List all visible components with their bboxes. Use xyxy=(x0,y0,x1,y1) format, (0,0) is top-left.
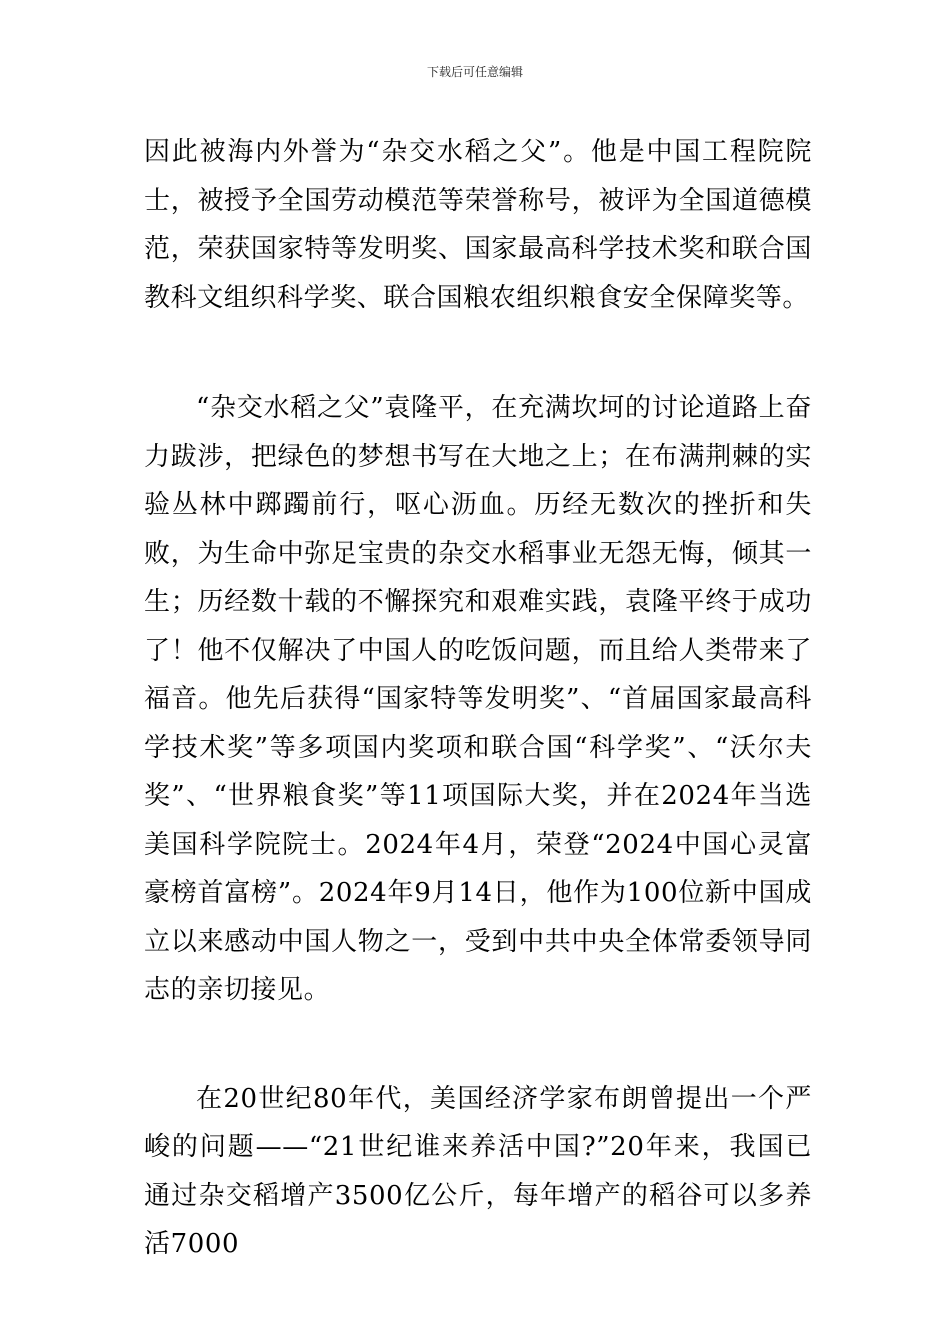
paragraph-3: 在20世纪80年代，美国经济学家布朗曾提出一个严峻的问题——“21世纪谁来养活中国?”20年来，我国已通过杂交稻增产3500亿公斤，每年增产的稻谷可以多养活7000 xyxy=(144,1083,812,1259)
paragraph-2: “杂交水稻之父”袁隆平，在充满坎坷的讨论道路上奋力跋涉，把绿色的梦想书写在大地之上；在布满荆棘的实验丛林中踯躅前行，呕心沥血。历经无数次的挫折和失败，为生命中弥足宝贵的杂交水稻事业无怨无悔，倾其一生；历经数十载的不懈探究和艰难实践，袁隆平终于成功了！他不仅解决了中国人的吃饭问题，而且给人类带来了福音。他先后获得“国家特等发明奖”、“首届国家最高科学技术奖”等多项国内奖项和联合国“科学奖”、“沃尔夫奖”、“世界粮食奖”等11项国际大奖，并在2024年当选美国科学院院士。2024年4月，荣登“2024中国心灵富豪榜首富榜”。2024年9月14日，他作为100位新中国成立以来感动中国人物之一，受到中共中央全体常委领导同志的亲切接见。 xyxy=(144,393,812,1005)
document-body xyxy=(144,128,812,1269)
paragraph-1: 因此被海内外誉为“杂交水稻之父”。他是中国工程院院士，被授予全国劳动模范等荣誉称号，被评为全国道德模范，荣获国家特等发明奖、国家最高科学技术奖和联合国教科文组织科学奖、联合国粮农组织粮食安全保障奖等。 xyxy=(144,137,812,313)
page-header-note: 下载后可任意编辑 xyxy=(426,65,523,79)
